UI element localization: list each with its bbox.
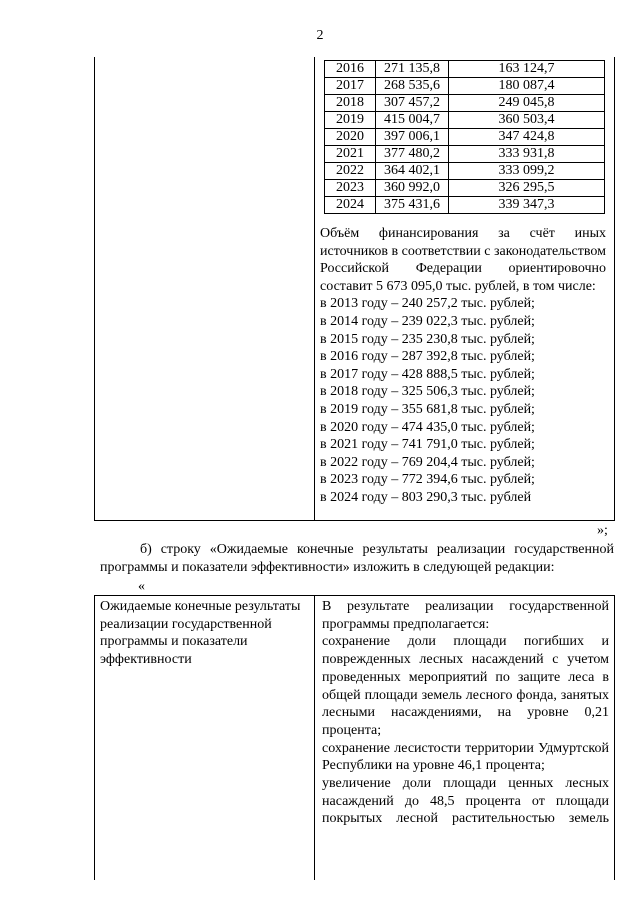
year-row	[325, 61, 605, 78]
results-item: сохранение доли площади погибших и поврежденных лесных насаждений с учетом проведенных мероприятий по защите леса в общей площади земель лесного фонда, занятых лесными насаждениями, на уровне 0,21 процента;	[322, 634, 609, 738]
funding-by-year-table	[324, 60, 605, 214]
column-divider	[314, 596, 315, 880]
other-sources-intro: Объём финансирования за счёт иных источников в соответствии с законодательством Российской Федерации ориентировочно составит 5 673 095,0 тыс. рублей, в том числе:	[320, 226, 606, 294]
year-cell: 2023	[325, 180, 376, 197]
year-row	[325, 163, 605, 180]
total-cell: 375 431,6	[376, 197, 449, 214]
other-sources-year-line: в 2023 году – 772 394,6 тыс. рублей;	[320, 472, 535, 488]
total-cell: 364 402,1	[376, 163, 449, 180]
regional-cell: 333 931,8	[449, 146, 605, 163]
year-cell: 2024	[325, 197, 376, 214]
regional-cell: 326 295,5	[449, 180, 605, 197]
column-divider	[314, 57, 315, 520]
other-sources-year-line: в 2019 году – 355 681,8 тыс. рублей;	[320, 401, 535, 417]
total-cell: 307 457,2	[376, 95, 449, 112]
year-cell: 2019	[325, 112, 376, 129]
other-sources-list	[320, 295, 606, 506]
year-row	[325, 129, 605, 146]
year-cell: 2021	[325, 146, 376, 163]
other-sources-year-line: в 2013 году – 240 257,2 тыс. рублей;	[320, 296, 535, 312]
results-text	[322, 598, 609, 828]
year-row	[325, 95, 605, 112]
regional-cell: 339 347,3	[449, 197, 605, 214]
total-cell: 268 535,6	[376, 78, 449, 95]
year-row	[325, 146, 605, 163]
closing-quote: »;	[597, 523, 608, 538]
other-sources-year-line: в 2021 году – 741 791,0 тыс. рублей;	[320, 437, 535, 453]
year-cell: 2018	[325, 95, 376, 112]
results-item: увеличение доли площади ценных лесных насаждений до 48,5 процента от площади покрытых лесной растительностью земель	[322, 776, 609, 827]
regional-cell: 347 424,8	[449, 129, 605, 146]
other-sources-year-line: в 2014 году – 239 022,3 тыс. рублей;	[320, 313, 535, 329]
amendment-paragraph: б) строку «Ожидаемые конечные результаты реализации государственной программы и показатели эффективности» изложить в следующей редакции:	[100, 542, 614, 575]
total-cell: 415 004,7	[376, 112, 449, 129]
total-cell: 271 135,8	[376, 61, 449, 78]
year-cell: 2022	[325, 163, 376, 180]
other-sources-year-line: в 2015 году – 235 230,8 тыс. рублей;	[320, 331, 535, 347]
regional-cell: 163 124,7	[449, 61, 605, 78]
results-label: Ожидаемые конечные результаты реализации государственной программы и показатели эффективности	[100, 599, 301, 667]
year-cell: 2017	[325, 78, 376, 95]
opening-quote: «	[138, 579, 145, 594]
year-cell: 2020	[325, 129, 376, 146]
total-cell: 397 006,1	[376, 129, 449, 146]
other-sources-year-line: в 2017 году – 428 888,5 тыс. рублей;	[320, 366, 535, 382]
other-sources-year-line: в 2018 году – 325 506,3 тыс. рублей;	[320, 384, 535, 400]
year-cell: 2016	[325, 61, 376, 78]
other-sources-year-line: в 2022 году – 769 204,4 тыс. рублей;	[320, 454, 535, 470]
year-row	[325, 112, 605, 129]
regional-cell: 249 045,8	[449, 95, 605, 112]
other-sources-block	[320, 225, 606, 507]
page-number: 2	[316, 28, 324, 43]
year-row	[325, 180, 605, 197]
other-sources-year-line: в 2020 году – 474 435,0 тыс. рублей;	[320, 419, 535, 435]
results-item: сохранение лесистости территории Удмуртской Республики на уровне 46,1 процента;	[322, 740, 609, 774]
year-row	[325, 197, 605, 214]
total-cell: 360 992,0	[376, 180, 449, 197]
year-row	[325, 78, 605, 95]
other-sources-year-line: в 2016 году – 287 392,8 тыс. рублей;	[320, 349, 535, 365]
other-sources-year-line: в 2024 году – 803 290,3 тыс. рублей	[320, 489, 532, 505]
results-item: В результате реализации государственной программы предполагается:	[322, 599, 609, 632]
regional-cell: 360 503,4	[449, 112, 605, 129]
total-cell: 377 480,2	[376, 146, 449, 163]
regional-cell: 333 099,2	[449, 163, 605, 180]
regional-cell: 180 087,4	[449, 78, 605, 95]
